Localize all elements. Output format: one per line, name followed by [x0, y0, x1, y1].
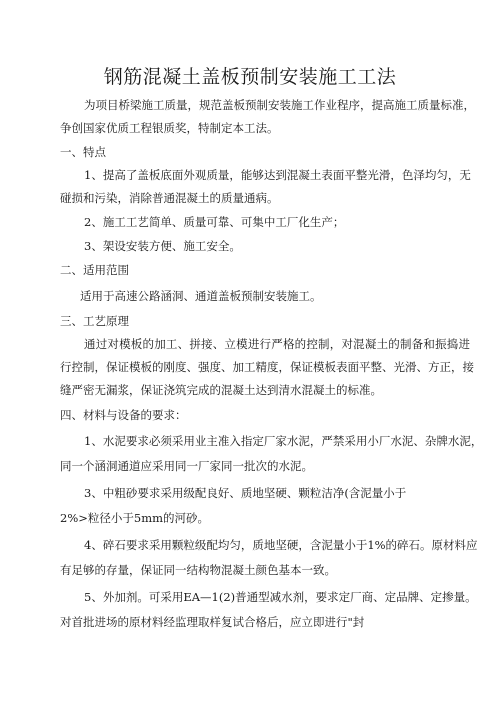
- intro-line-2: 争创国家优质工程银质奖，特制定本工法。: [60, 121, 279, 135]
- scope-text: 适用于高速公路涵洞、通道盖板预制安装施工。: [80, 289, 322, 303]
- features-item-2: 2、施工工艺简单、质量可靠、可集中工厂化生产；: [84, 215, 345, 229]
- principle-line-3: 缝严密无漏浆，保证浇筑完成的混凝土达到清水混凝土的标准。: [60, 383, 382, 397]
- principle-line-2: 行控制，保证模板的刚度、强度、加工精度，保证模板表面平整、光滑、方正，接: [60, 360, 474, 374]
- principle-line-1: 通过对模板的加工、拼接、立模进行严格的控制，对混凝土的制备和振捣进: [84, 337, 470, 351]
- section-heading-features: 一、特点: [60, 145, 106, 159]
- materials-item-5-line-1: 5、外加剂。可采用EA—1(2)普通型减水剂，要求定厂商、定品牌、定掺量。: [84, 590, 477, 604]
- features-item-1-line-1: 1、提高了盖板底面外观质量，能够达到混凝土表面平整光滑，色泽均匀，无: [84, 168, 471, 182]
- section-heading-materials: 四、材料与设备的要求：: [60, 408, 187, 422]
- materials-item-4-line-1: 4、碎石要求采用颗粒级配均匀，质地坚硬，含泥量小于1%的碎石。原材料应: [84, 538, 478, 552]
- document-title: 钢筋混凝土盖板预制安装施工工法: [103, 66, 397, 88]
- materials-item-3-line-1: 3、中粗砂要求采用级配良好、质地坚硬、颗粒洁净(含泥量小于: [84, 486, 407, 500]
- materials-item-5-line-2: 对首批进场的原材料经监理取样复试合格后，应立即进行"封: [60, 615, 365, 629]
- section-heading-principle: 三、工艺原理: [60, 314, 129, 328]
- materials-item-4-line-2: 有足够的存量，保证同一结构物混凝土颜色基本一致。: [60, 563, 336, 577]
- features-item-3: 3、架设安装方便、施工安全。: [84, 239, 241, 253]
- materials-item-3-line-2: 2%>粒径小于5mm的河砂。: [60, 511, 210, 525]
- section-heading-scope: 二、适用范围: [60, 263, 129, 277]
- materials-item-1-line-1: 1、水泥要求必须采用业主准入指定厂家水泥，严禁采用小厂水泥、杂牌水泥，: [84, 434, 483, 448]
- materials-item-1-line-2: 同一个涵洞通道应采用同一厂家同一批次的水泥。: [60, 459, 313, 473]
- features-item-1-line-2: 碰损和污染，消除普通混凝土的质量通病。: [60, 191, 279, 205]
- intro-line-1: 为项目桥梁施工质量，规范盖板预制安装施工作业程序，提高施工质量标准，: [84, 98, 475, 112]
